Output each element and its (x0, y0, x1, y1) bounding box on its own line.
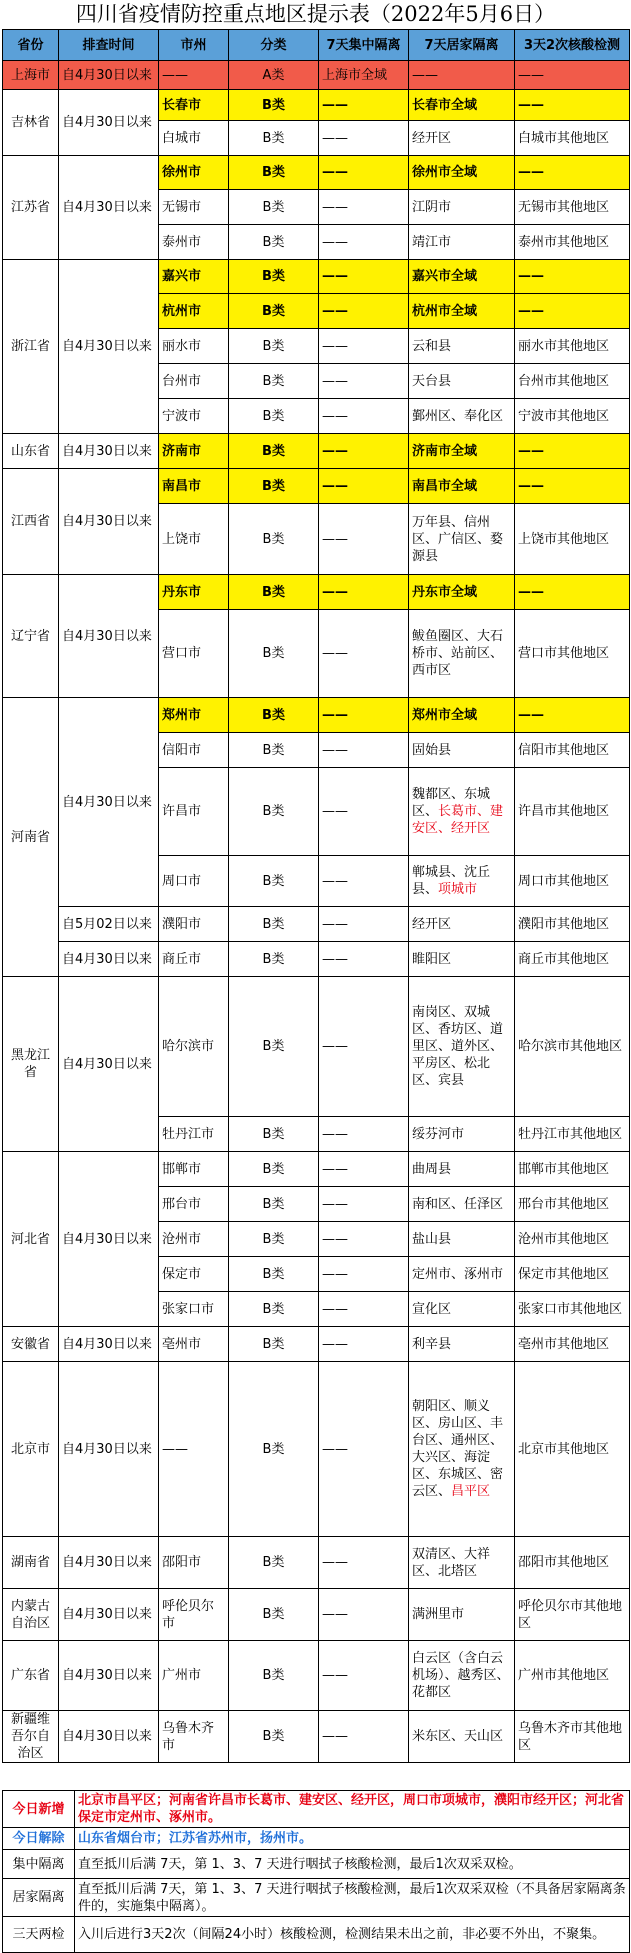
class-cell: B类 (229, 1537, 319, 1589)
class-cell: B类 (229, 364, 319, 399)
table-row (3, 907, 630, 942)
home-cell: 米东区、天山区 (409, 1711, 515, 1763)
class-cell: B类 (229, 469, 319, 504)
central-cell: —— (319, 294, 409, 329)
home-cell: 杭州市全域 (409, 294, 515, 329)
central-cell: —— (319, 1362, 409, 1537)
class-cell: B类 (229, 1711, 319, 1763)
home-text: 郸城县、沈丘县、 (412, 865, 491, 897)
class-cell: B类 (229, 329, 319, 364)
class-cell: B类 (229, 610, 319, 698)
note-text: 直至抵川后满 7天，第 1、3、7 天进行咽拭子核酸检测，最后1次双采双检。 (75, 1850, 630, 1879)
home-cell (409, 1362, 515, 1537)
time-cell: 自4月30日以来 (59, 977, 159, 1152)
table-row (3, 156, 630, 190)
class-cell: B类 (229, 399, 319, 434)
city-cell: 牡丹江市 (159, 1117, 229, 1152)
time-cell: 自4月30日以来 (59, 1362, 159, 1537)
class-cell: B类 (229, 977, 319, 1117)
class-cell: B类 (229, 733, 319, 768)
home-cell (409, 856, 515, 907)
home-cell: 鄞州区、奉化区 (409, 399, 515, 434)
province-cell: 山东省 (3, 434, 59, 469)
class-cell: B类 (229, 1292, 319, 1327)
province-cell: 浙江省 (3, 260, 59, 434)
city-cell: 上饶市 (159, 504, 229, 575)
central-cell: —— (319, 1327, 409, 1362)
header-home: 7天居家隔离 (409, 30, 515, 61)
city-cell: 信阳市 (159, 733, 229, 768)
central-cell: —— (319, 90, 409, 121)
city-cell: 亳州市 (159, 1327, 229, 1362)
time-cell: 自4月30日以来 (59, 1152, 159, 1327)
page-title: 四川省疫情防控重点地区提示表（2022年5月6日） (75, 2, 556, 26)
home-cell: 白云区（含白云机场）、越秀区、花都区 (409, 1641, 515, 1711)
test-cell: 白城市其他地区 (515, 121, 630, 156)
central-cell: —— (319, 399, 409, 434)
time-cell: 自4月30日以来 (59, 61, 159, 90)
province-cell: 上海市 (3, 61, 59, 90)
class-cell: B类 (229, 121, 319, 156)
test-cell: —— (515, 156, 630, 190)
test-cell: —— (515, 434, 630, 469)
province-cell: 内蒙古自治区 (3, 1589, 59, 1641)
home-cell: 满洲里市 (409, 1589, 515, 1641)
home-cell: 宣化区 (409, 1292, 515, 1327)
central-cell: —— (319, 1711, 409, 1763)
province-cell: 湖南省 (3, 1537, 59, 1589)
city-cell: 南昌市 (159, 469, 229, 504)
central-cell: —— (319, 504, 409, 575)
table-row (3, 1152, 630, 1187)
home-cell: 万年县、信州区、广信区、婺源县 (409, 504, 515, 575)
city-cell: 哈尔滨市 (159, 977, 229, 1117)
test-cell: 哈尔滨市其他地区 (515, 977, 630, 1117)
class-cell: B类 (229, 1117, 319, 1152)
home-text: 朝阳区、顺义区、房山区、丰台区、通州区、大兴区、海淀区、东城区、密云区、 (412, 1399, 504, 1499)
central-cell: —— (319, 1589, 409, 1641)
city-cell: —— (159, 1362, 229, 1537)
class-cell: B类 (229, 1327, 319, 1362)
test-cell: 丽水市其他地区 (515, 329, 630, 364)
class-cell: B类 (229, 294, 319, 329)
city-cell: 泰州市 (159, 225, 229, 260)
note-label: 居家隔离 (3, 1879, 75, 1917)
province-cell: 河北省 (3, 1152, 59, 1327)
central-cell: —— (319, 856, 409, 907)
time-cell: 自4月30日以来 (59, 90, 159, 156)
table-row (3, 434, 630, 469)
city-cell: 济南市 (159, 434, 229, 469)
city-cell: 邯郸市 (159, 1152, 229, 1187)
note-row (3, 1917, 630, 1953)
note-label: 集中隔离 (3, 1850, 75, 1879)
test-cell: 濮阳市其他地区 (515, 907, 630, 942)
city-cell: 沧州市 (159, 1222, 229, 1257)
class-cell: A类 (229, 61, 319, 90)
city-cell: 丽水市 (159, 329, 229, 364)
test-cell: 呼伦贝尔市其他地区 (515, 1589, 630, 1641)
home-text-new: 长葛市、建安区、经开区 (412, 804, 504, 836)
city-cell: 乌鲁木齐市 (159, 1711, 229, 1763)
home-cell: 天台县 (409, 364, 515, 399)
home-cell (409, 768, 515, 856)
class-cell: B类 (229, 260, 319, 294)
home-cell: 双清区、大祥区、北塔区 (409, 1537, 515, 1589)
time-cell: 自5月02日以来 (59, 907, 159, 942)
province-cell: 广东省 (3, 1641, 59, 1711)
test-cell: 亳州市其他地区 (515, 1327, 630, 1362)
central-cell: —— (319, 434, 409, 469)
province-cell: 安徽省 (3, 1327, 59, 1362)
note-text: 山东省烟台市；江苏省苏州市，扬州市。 (75, 1828, 630, 1850)
province-cell: 吉林省 (3, 90, 59, 156)
central-cell: —— (319, 942, 409, 977)
header-central: 7天集中隔离 (319, 30, 409, 61)
city-cell: 郑州市 (159, 698, 229, 733)
province-cell: 江西省 (3, 469, 59, 575)
home-cell: 固始县 (409, 733, 515, 768)
note-text: 北京市昌平区；河南省许昌市长葛市、建安区、经开区，周口市项城市，濮阳市经开区；河北省保定市定州市、涿州市。 (75, 1791, 630, 1828)
central-cell: —— (319, 329, 409, 364)
time-cell: 自4月30日以来 (59, 469, 159, 575)
city-cell: 嘉兴市 (159, 260, 229, 294)
central-cell: 上海市全域 (319, 61, 409, 90)
home-cell: —— (409, 61, 515, 90)
class-cell: B类 (229, 942, 319, 977)
test-cell: 台州市其他地区 (515, 364, 630, 399)
test-cell: 信阳市其他地区 (515, 733, 630, 768)
central-cell: —— (319, 260, 409, 294)
province-cell: 河南省 (3, 698, 59, 977)
time-cell: 自4月30日以来 (59, 942, 159, 977)
test-cell: 许昌市其他地区 (515, 768, 630, 856)
class-cell: B类 (229, 1257, 319, 1292)
test-cell: 沧州市其他地区 (515, 1222, 630, 1257)
test-cell: 北京市其他地区 (515, 1362, 630, 1537)
test-cell: —— (515, 575, 630, 610)
test-cell: 商丘市其他地区 (515, 942, 630, 977)
table-row (3, 575, 630, 610)
test-cell: —— (515, 61, 630, 90)
header-class: 分类 (229, 30, 319, 61)
test-cell: —— (515, 260, 630, 294)
city-cell: 呼伦贝尔市 (159, 1589, 229, 1641)
central-cell: —— (319, 1257, 409, 1292)
table-row (3, 1641, 630, 1711)
time-cell: 自4月30日以来 (59, 260, 159, 434)
central-cell: —— (319, 733, 409, 768)
city-cell: 杭州市 (159, 294, 229, 329)
home-cell: 南昌市全域 (409, 469, 515, 504)
central-cell: —— (319, 190, 409, 225)
home-cell: 绥芬河市 (409, 1117, 515, 1152)
header-time: 排查时间 (59, 30, 159, 61)
central-cell: —— (319, 1152, 409, 1187)
city-cell: 无锡市 (159, 190, 229, 225)
time-cell: 自4月30日以来 (59, 434, 159, 469)
home-cell: 定州市、涿州市 (409, 1257, 515, 1292)
table-row (3, 1589, 630, 1641)
city-cell: 保定市 (159, 1257, 229, 1292)
central-cell: —— (319, 768, 409, 856)
note-row (3, 1791, 630, 1828)
time-cell: 自4月30日以来 (59, 698, 159, 907)
central-cell: —— (319, 1117, 409, 1152)
central-cell: —— (319, 225, 409, 260)
home-cell: 鲅鱼圈区、大石桥市、站前区、西市区 (409, 610, 515, 698)
time-cell: 自4月30日以来 (59, 1641, 159, 1711)
table-row (3, 260, 630, 294)
test-cell: 张家口市其他地区 (515, 1292, 630, 1327)
test-cell: —— (515, 294, 630, 329)
class-cell: B类 (229, 504, 319, 575)
central-cell: —— (319, 121, 409, 156)
central-cell: —— (319, 364, 409, 399)
city-cell: 周口市 (159, 856, 229, 907)
test-cell: 乌鲁木齐市其他地区 (515, 1711, 630, 1763)
class-cell: B类 (229, 434, 319, 469)
note-row (3, 1879, 630, 1917)
home-cell: 南岗区、双城区、香坊区、道里区、道外区、平房区、松北区、宾县 (409, 977, 515, 1117)
city-cell: 邢台市 (159, 1187, 229, 1222)
test-cell: 宁波市其他地区 (515, 399, 630, 434)
central-cell: —— (319, 1537, 409, 1589)
note-row (3, 1828, 630, 1850)
test-cell: 广州市其他地区 (515, 1641, 630, 1711)
home-cell: 南和区、任泽区 (409, 1187, 515, 1222)
central-cell: —— (319, 156, 409, 190)
home-cell: 利辛县 (409, 1327, 515, 1362)
home-text-new: 项城市 (438, 882, 478, 897)
city-cell: 营口市 (159, 610, 229, 698)
time-cell: 自4月30日以来 (59, 156, 159, 260)
city-cell: 张家口市 (159, 1292, 229, 1327)
city-cell: 商丘市 (159, 942, 229, 977)
time-cell: 自4月30日以来 (59, 1327, 159, 1362)
note-text: 入川后进行3天2次（间隔24小时）核酸检测，检测结果未出之前，非必要不外出，不聚集。 (75, 1917, 630, 1953)
home-cell: 郑州市全域 (409, 698, 515, 733)
class-cell: B类 (229, 856, 319, 907)
time-cell: 自4月30日以来 (59, 1711, 159, 1763)
class-cell: B类 (229, 90, 319, 121)
class-cell: B类 (229, 1362, 319, 1537)
central-cell: —— (319, 610, 409, 698)
risk-table (2, 29, 630, 1763)
home-cell: 经开区 (409, 121, 515, 156)
city-cell: 白城市 (159, 121, 229, 156)
table-row (3, 1711, 630, 1763)
city-cell: 广州市 (159, 1641, 229, 1711)
table-row (3, 1327, 630, 1362)
province-cell: 北京市 (3, 1362, 59, 1537)
home-text-new: 昌平区 (451, 1484, 491, 1499)
test-cell: 邯郸市其他地区 (515, 1152, 630, 1187)
header-city: 市州 (159, 30, 229, 61)
test-cell: 牡丹江市其他地区 (515, 1117, 630, 1152)
table-row (3, 61, 630, 90)
central-cell: —— (319, 907, 409, 942)
home-cell: 济南市全域 (409, 434, 515, 469)
time-cell: 自4月30日以来 (59, 1537, 159, 1589)
note-label: 今日解除 (3, 1828, 75, 1850)
class-cell: B类 (229, 190, 319, 225)
test-cell: 上饶市其他地区 (515, 504, 630, 575)
home-cell: 丹东市全域 (409, 575, 515, 610)
province-cell: 黑龙江省 (3, 977, 59, 1152)
header-row (3, 30, 630, 61)
class-cell: B类 (229, 1187, 319, 1222)
note-text: 直至抵川后满 7天，第 1、3、7 天进行咽拭子核酸检测，最后1次双采双检（不具备居家隔离条件的，实施集中隔离）。 (75, 1879, 630, 1917)
city-cell: —— (159, 61, 229, 90)
header-province: 省份 (3, 30, 59, 61)
class-cell: B类 (229, 768, 319, 856)
test-cell: 邵阳市其他地区 (515, 1537, 630, 1589)
table-row (3, 698, 630, 733)
test-cell: 无锡市其他地区 (515, 190, 630, 225)
test-cell: —— (515, 90, 630, 121)
test-cell: 保定市其他地区 (515, 1257, 630, 1292)
central-cell: —— (319, 575, 409, 610)
central-cell: —— (319, 469, 409, 504)
province-cell: 江苏省 (3, 156, 59, 260)
time-cell: 自4月30日以来 (59, 1589, 159, 1641)
class-cell: B类 (229, 907, 319, 942)
note-label: 今日新增 (3, 1791, 75, 1828)
city-cell: 许昌市 (159, 768, 229, 856)
class-cell: B类 (229, 225, 319, 260)
home-cell: 嘉兴市全域 (409, 260, 515, 294)
city-cell: 邵阳市 (159, 1537, 229, 1589)
note-row (3, 1850, 630, 1879)
table-row (3, 469, 630, 504)
class-cell: B类 (229, 1152, 319, 1187)
table-row (3, 1362, 630, 1537)
class-cell: B类 (229, 156, 319, 190)
header-test: 3天2次核酸检测 (515, 30, 630, 61)
central-cell: —— (319, 1292, 409, 1327)
home-cell: 曲周县 (409, 1152, 515, 1187)
table-row (3, 90, 630, 121)
city-cell: 长春市 (159, 90, 229, 121)
class-cell: B类 (229, 1641, 319, 1711)
class-cell: B类 (229, 698, 319, 733)
home-cell: 经开区 (409, 907, 515, 942)
home-text: 魏都区、东城区、 (412, 787, 491, 819)
city-cell: 宁波市 (159, 399, 229, 434)
central-cell: —— (319, 1187, 409, 1222)
home-cell: 睢阳区 (409, 942, 515, 977)
class-cell: B类 (229, 1222, 319, 1257)
test-cell: 周口市其他地区 (515, 856, 630, 907)
home-cell: 靖江市 (409, 225, 515, 260)
city-cell: 徐州市 (159, 156, 229, 190)
city-cell: 濮阳市 (159, 907, 229, 942)
central-cell: —— (319, 1222, 409, 1257)
table-row (3, 977, 630, 1117)
test-cell: —— (515, 469, 630, 504)
city-cell: 丹东市 (159, 575, 229, 610)
home-cell: 徐州市全域 (409, 156, 515, 190)
class-cell: B类 (229, 575, 319, 610)
test-cell: 泰州市其他地区 (515, 225, 630, 260)
central-cell: —— (319, 977, 409, 1117)
table-row (3, 942, 630, 977)
province-cell: 新疆维吾尔自治区 (3, 1711, 59, 1763)
central-cell: —— (319, 698, 409, 733)
notes-table (2, 1790, 630, 1953)
central-cell: —— (319, 1641, 409, 1711)
home-cell: 长春市全域 (409, 90, 515, 121)
city-cell: 台州市 (159, 364, 229, 399)
home-cell: 云和县 (409, 329, 515, 364)
home-cell: 江阴市 (409, 190, 515, 225)
test-cell: —— (515, 698, 630, 733)
test-cell: 邢台市其他地区 (515, 1187, 630, 1222)
test-cell: 营口市其他地区 (515, 610, 630, 698)
province-cell: 辽宁省 (3, 575, 59, 698)
note-label: 三天两检 (3, 1917, 75, 1953)
table-row (3, 1537, 630, 1589)
time-cell: 自4月30日以来 (59, 575, 159, 698)
home-cell: 盐山县 (409, 1222, 515, 1257)
class-cell: B类 (229, 1589, 319, 1641)
